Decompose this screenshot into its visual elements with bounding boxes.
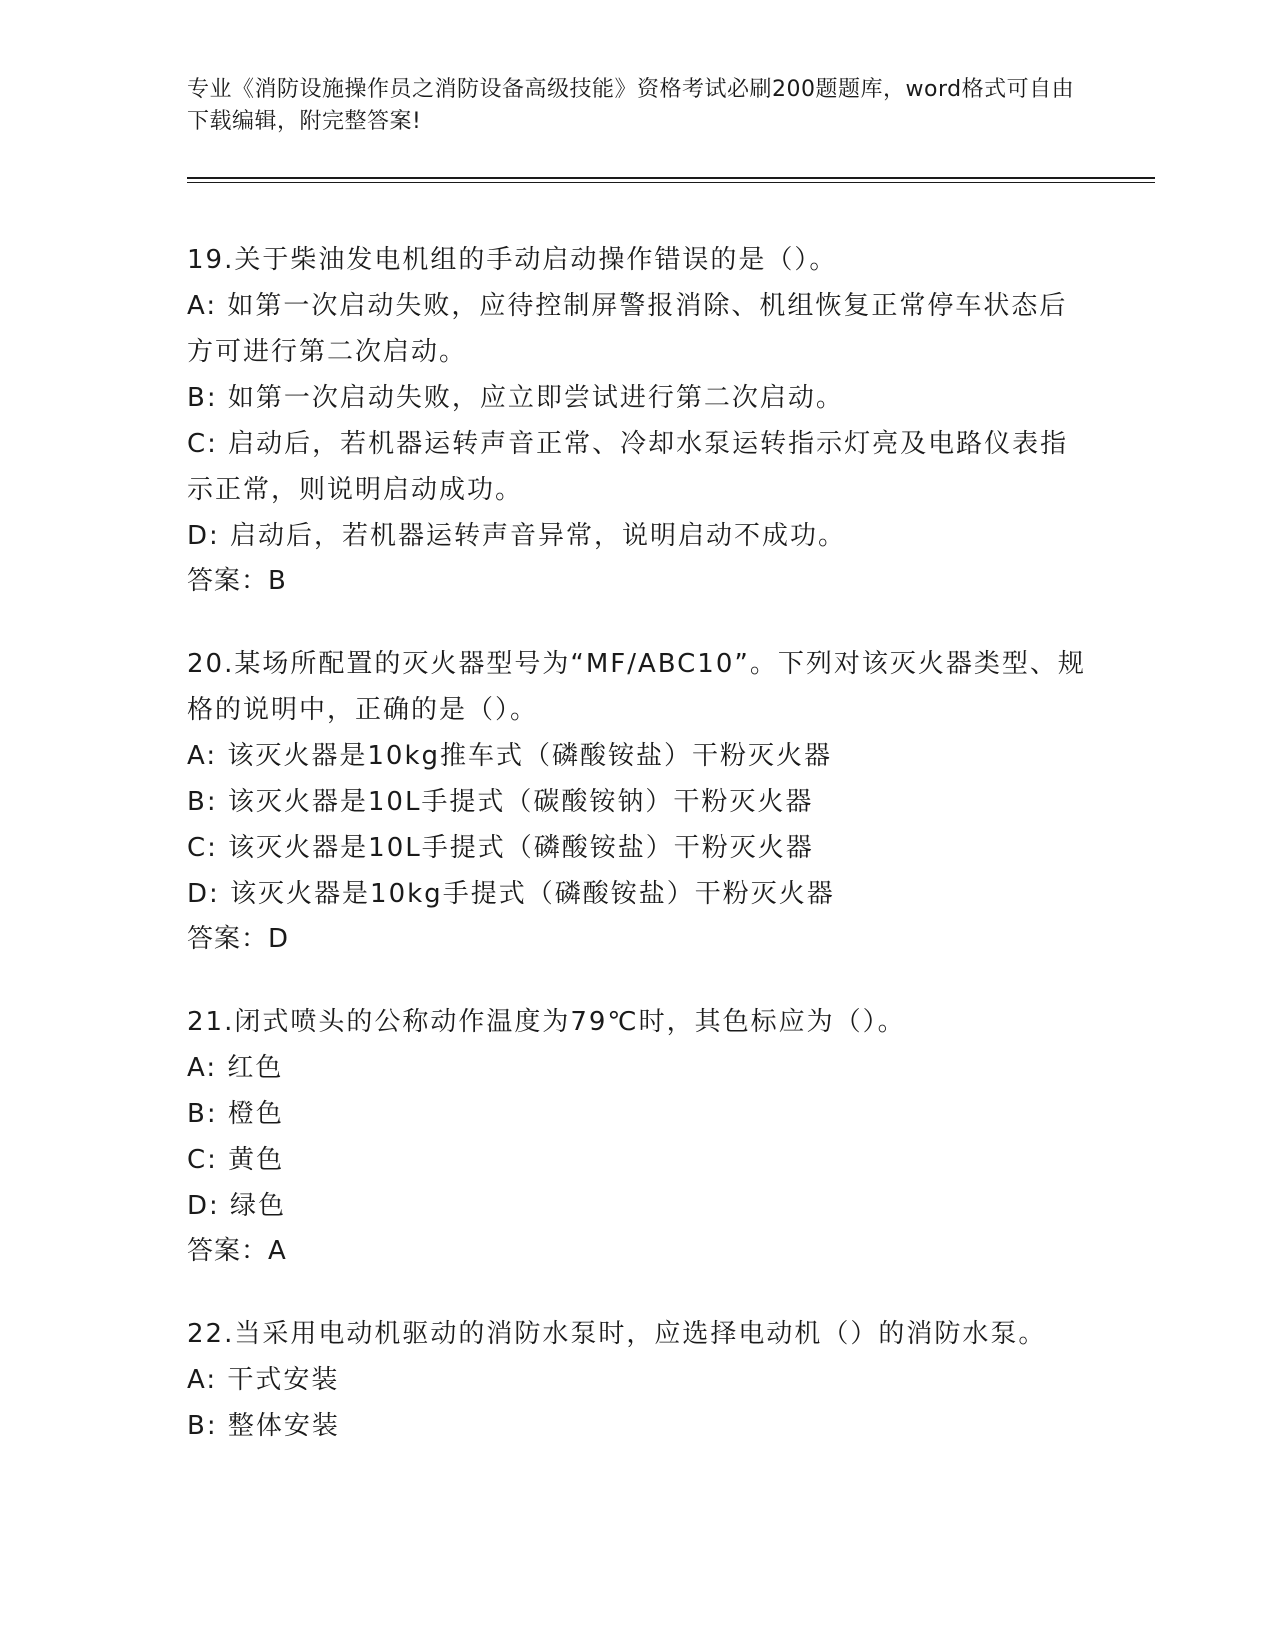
option-d: D: 该灭火器是10kg手提式（磷酸铵盐）干粉灭火器 xyxy=(187,879,835,909)
option-b: B: 该灭火器是10L手提式（碳酸铵钠）干粉灭火器 xyxy=(187,787,814,817)
option-a: A: 干式安装 xyxy=(187,1365,340,1395)
option-c: C: 启动后，若机器运转声音正常、冷却水泵运转指示灯亮及电路仪表指示正常，则说明启动成功。 xyxy=(187,429,1069,505)
answer-line: 答案：A xyxy=(187,1236,287,1266)
answer-line: 答案：D xyxy=(187,924,290,954)
option-b: B: 橙色 xyxy=(187,1099,284,1129)
question-21 xyxy=(187,999,1087,1273)
option-a: A: 该灭火器是10kg推车式（磷酸铵盐）干粉灭火器 xyxy=(187,741,832,771)
question-20 xyxy=(187,641,1087,961)
document-header: 专业《消防设施操作员之消防设备高级技能》资格考试必刷200题题库，word格式可自由下载编辑，附完整答案! xyxy=(187,77,1075,134)
question-stem: 21.闭式喷头的公称动作温度为79℃时，其色标应为（）。 xyxy=(187,1007,906,1037)
option-c: C: 黄色 xyxy=(187,1145,285,1175)
answer-line: 答案：B xyxy=(187,566,287,596)
question-stem: 19.关于柴油发电机组的手动启动操作错误的是（）。 xyxy=(187,245,838,275)
header-divider-thin xyxy=(187,182,1155,183)
option-d: D: 绿色 xyxy=(187,1191,287,1221)
question-22 xyxy=(187,1311,1087,1449)
option-a: A: 红色 xyxy=(187,1053,284,1083)
question-stem: 22.当采用电动机驱动的消防水泵时，应选择电动机（）的消防水泵。 xyxy=(187,1319,1047,1349)
option-b: B: 如第一次启动失败，应立即尝试进行第二次启动。 xyxy=(187,383,844,413)
option-c: C: 该灭火器是10L手提式（磷酸铵盐）干粉灭火器 xyxy=(187,833,814,863)
option-b: B: 整体安装 xyxy=(187,1411,340,1441)
option-a: A: 如第一次启动失败，应待控制屏警报消除、机组恢复正常停车状态后方可进行第二次启动。 xyxy=(187,291,1068,367)
option-d: D: 启动后，若机器运转声音异常，说明启动不成功。 xyxy=(187,521,847,551)
question-list xyxy=(187,237,1087,1487)
question-stem: 20.某场所配置的灭火器型号为“MF/ABC10”。下列对该灭火器类型、规格的说明中，正确的是（）。 xyxy=(187,649,1086,725)
question-19 xyxy=(187,237,1087,603)
header-divider xyxy=(187,177,1155,179)
